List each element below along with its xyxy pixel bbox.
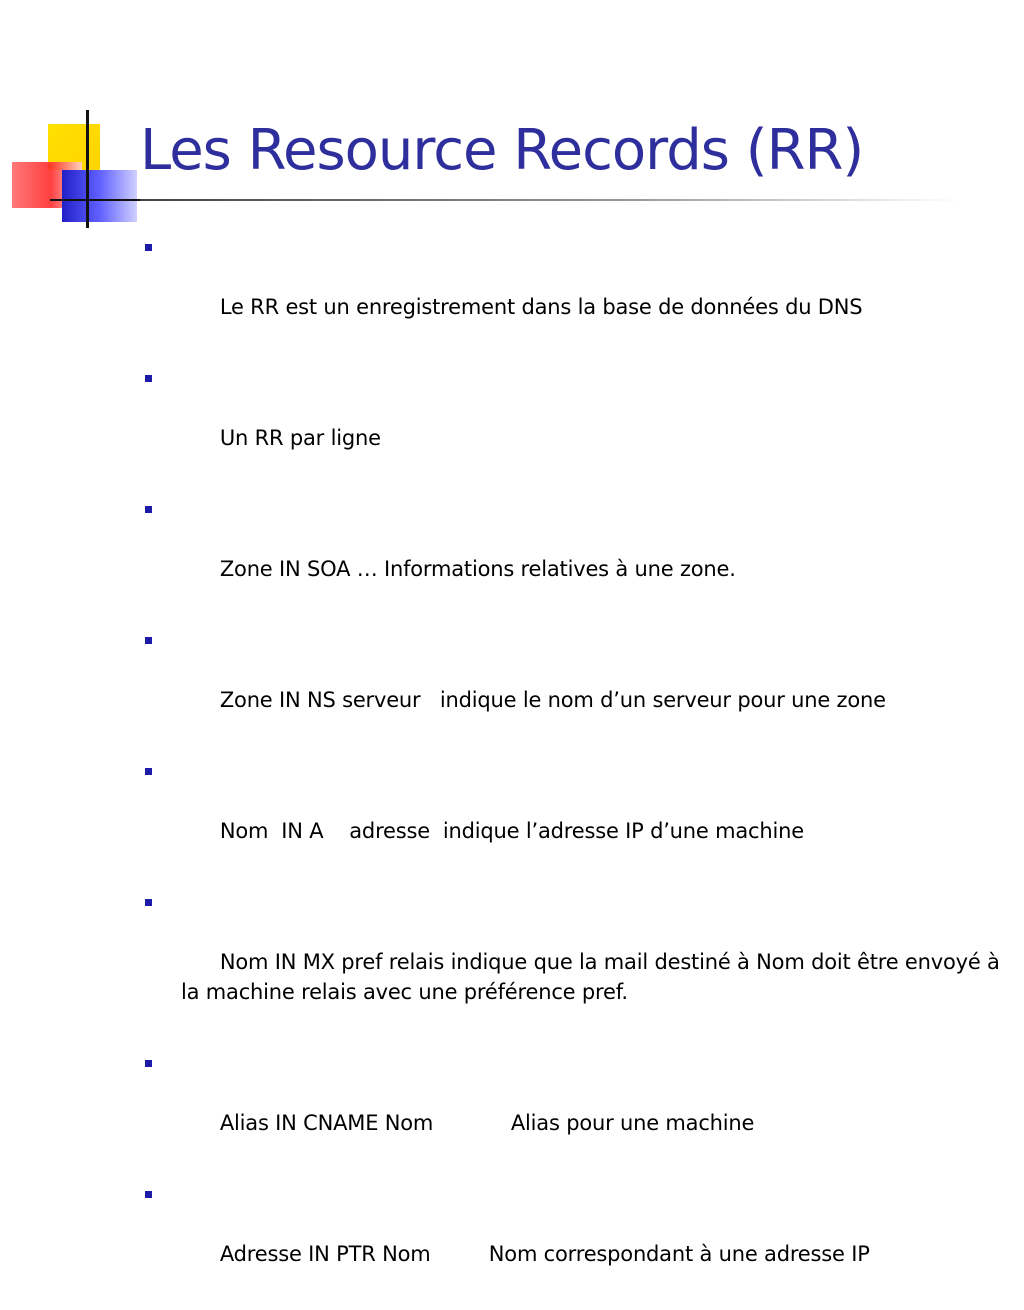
title-divider bbox=[140, 199, 960, 201]
bullet-item bbox=[143, 625, 1003, 745]
bullet-square-icon bbox=[145, 506, 152, 513]
bullet-list bbox=[143, 232, 1013, 1310]
bullet-square-icon bbox=[145, 1191, 152, 1198]
bullet-square-icon bbox=[145, 244, 152, 251]
bullet-square-icon bbox=[145, 899, 152, 906]
bullet-square-icon bbox=[145, 1060, 152, 1067]
bullet-item bbox=[143, 1048, 1003, 1168]
bullet-item bbox=[143, 756, 1003, 876]
bullet-square-icon bbox=[145, 768, 152, 775]
bullet-text: Alias IN CNAME Nom Alias pour une machine bbox=[219, 1111, 755, 1135]
bullet-item bbox=[143, 494, 1003, 614]
bullet-item bbox=[143, 232, 1003, 352]
bullet-item bbox=[143, 363, 1003, 483]
bullet-text: Le RR est un enregistrement dans la base de données du DNS bbox=[219, 295, 863, 319]
bullet-item bbox=[143, 887, 1013, 1037]
bullet-item bbox=[143, 1179, 1003, 1299]
decorative-logo-icon bbox=[0, 100, 145, 240]
bullet-text: Adresse IN PTR Nom Nom correspondant à une adresse IP bbox=[219, 1242, 870, 1266]
vertical-line-shape bbox=[86, 110, 89, 228]
slide-title: Les Resource Records (RR) bbox=[140, 118, 864, 183]
bullet-square-icon bbox=[145, 375, 152, 382]
blue-square-shape bbox=[62, 170, 137, 222]
bullet-text: Zone IN SOA … Informations relatives à une zone. bbox=[219, 557, 736, 581]
bullet-text: Zone IN NS serveur indique le nom d’un serveur pour une zone bbox=[219, 688, 886, 712]
horizontal-line-shape bbox=[50, 199, 145, 201]
bullet-text: Un RR par ligne bbox=[219, 426, 381, 450]
bullet-text: Nom IN MX pref relais indique que la mail destiné à Nom doit être envoyé à la machine relais avec une préférence pref. bbox=[181, 950, 1013, 1004]
bullet-square-icon bbox=[145, 637, 152, 644]
bullet-text: Nom IN A adresse indique l’adresse IP d’une machine bbox=[219, 819, 804, 843]
